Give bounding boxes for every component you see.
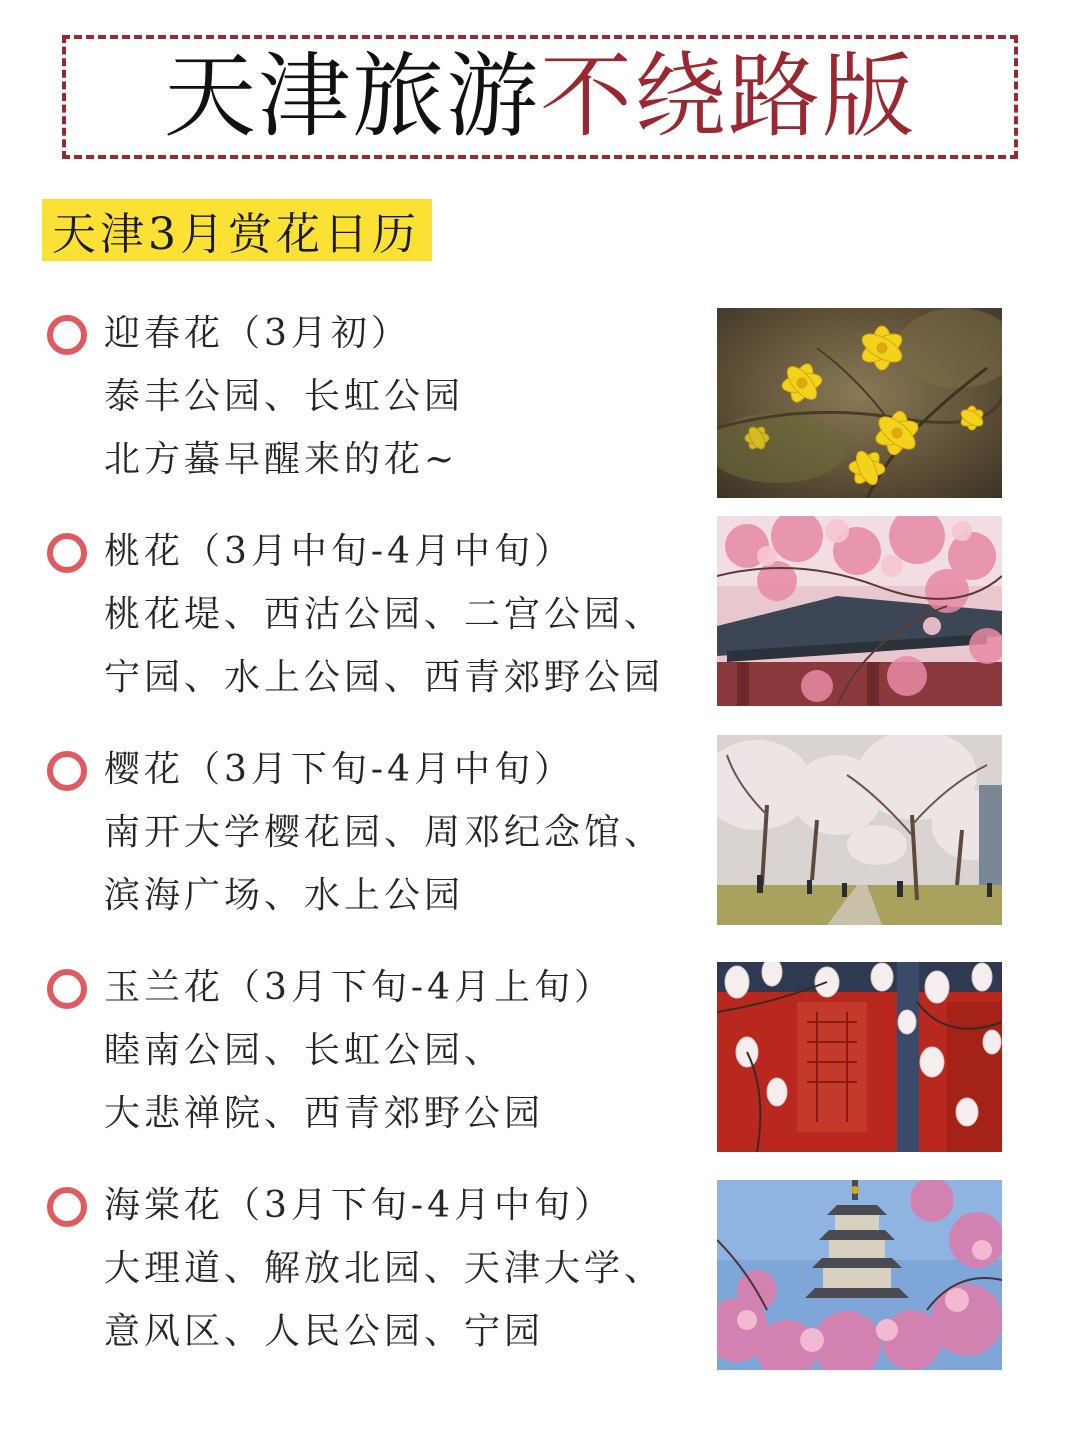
entry-heading: 桃花（3月中旬-4月中旬） [104,531,574,572]
entry-location: 宁园、水上公园、西青郊野公园 [104,657,665,698]
entry-location: 滨海广场、水上公园 [104,875,465,916]
flower-entry-cherry [0,748,1080,948]
flower-entry-winter-jasmine [0,312,1080,512]
entry-text [104,966,704,1155]
entry-text [104,530,704,719]
entry-location: 大悲禅院、西青郊野公园 [104,1093,545,1134]
title-box [62,35,1018,159]
entry-heading: 迎春花（3月初） [104,313,411,354]
entry-location: 大理道、解放北园、天津大学、 [104,1248,665,1289]
flower-entry-peach [0,530,1080,730]
crabapple-pagoda-photo [717,1180,1002,1370]
page-title-accent: 不绕路版 [540,43,917,150]
circle-marker-icon [47,533,87,573]
magnolia-red-temple-photo [717,962,1002,1152]
entry-location: 意风区、人民公园、宁园 [104,1311,545,1352]
circle-marker-icon [47,315,87,355]
circle-marker-icon [47,751,87,791]
page-title [163,43,917,150]
entry-heading: 海棠花（3月下旬-4月中旬） [104,1185,614,1226]
flower-entry-crabapple [0,1184,1080,1384]
entry-location: 南开大学樱花园、周邓纪念馆、 [104,812,665,853]
peach-blossom-photo [717,516,1002,706]
entry-location: 泰丰公园、长虹公园 [104,376,465,417]
entry-location: 桃花堤、西沽公园、二宫公园、 [104,594,665,635]
entry-heading: 樱花（3月下旬-4月中旬） [104,749,574,790]
entry-heading: 玉兰花（3月下旬-4月上旬） [104,967,614,1008]
entry-text [104,312,704,501]
section-subtitle: 天津3月赏花日历 [42,199,432,261]
page-title-main: 天津旅游 [163,43,540,150]
entry-text [104,748,704,937]
flower-entry-magnolia [0,966,1080,1166]
entry-location: 睦南公园、长虹公园、 [104,1030,505,1071]
cherry-blossom-avenue-photo [717,735,1002,925]
entry-note: 北方蟇早醒来的花~ [104,439,459,480]
entry-text [104,1184,704,1373]
circle-marker-icon [47,1187,87,1227]
winter-jasmine-photo [717,308,1002,498]
circle-marker-icon [47,969,87,1009]
